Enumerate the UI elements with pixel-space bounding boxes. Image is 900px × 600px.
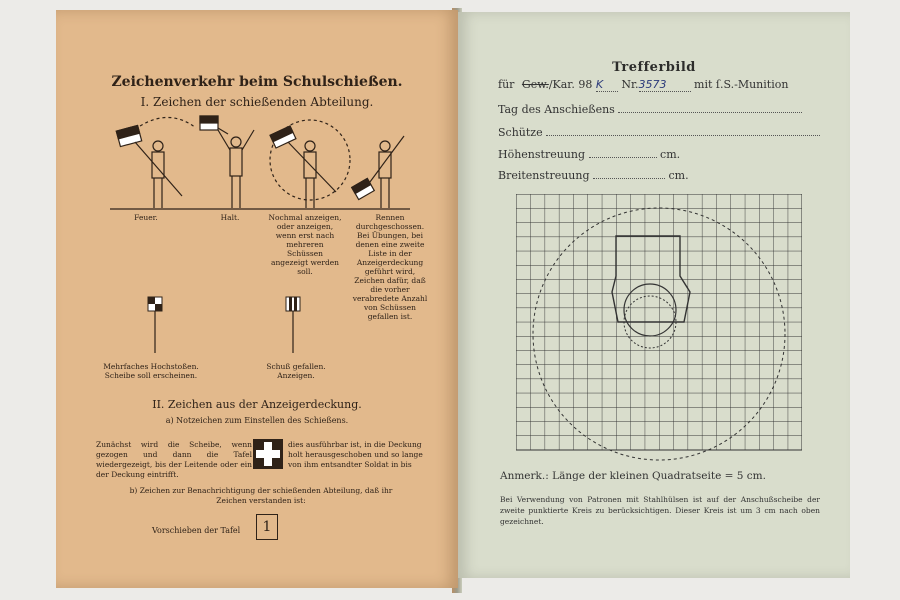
figure-caption: Halt. bbox=[220, 213, 240, 222]
struck-label: Gew. bbox=[521, 78, 549, 91]
note-text: Bei Verwendung von Patronen mit Stahlhülsen ist auf der Anschußscheibe der zweite punktierte Kreis zu berücksichtigen. Dieser Kreis ist um 3 cm nach oben gezeichnet. bbox=[500, 495, 820, 526]
page-title: Zeichenverkehr beim Schulschießen. bbox=[111, 74, 403, 90]
instruction-text: Zunächst wird die Scheibe, wenn gezogen und dann die Tafel wiedergezeigt, bis der Leitende oder ein der Deckung eintrifft. bbox=[96, 440, 252, 479]
striped-signal-post bbox=[278, 295, 308, 355]
handwritten-value: K bbox=[596, 78, 618, 92]
form-line: Höhenstreuung cm. bbox=[498, 148, 681, 161]
form-line: Schütze bbox=[498, 126, 820, 139]
right-page bbox=[458, 12, 850, 578]
form-line: Tag des Anschießens bbox=[498, 103, 802, 116]
handwritten-value: 3573 bbox=[639, 78, 691, 92]
label: für bbox=[498, 78, 515, 91]
signal-caption: Schuß gefallen. Anzeigen. bbox=[266, 362, 326, 380]
figure-caption: Feuer. bbox=[134, 213, 158, 222]
page-title: Trefferbild bbox=[612, 60, 696, 75]
cross-panel-icon bbox=[252, 438, 284, 470]
label: /Kar. 98 bbox=[548, 78, 593, 91]
instruction-text: dies ausführbar ist, in die Deckung holt herausgeschoben und so lange von ihm entsandter Soldat in bis bbox=[288, 440, 423, 469]
flag-signal-figures bbox=[110, 112, 410, 212]
form-line-weapon bbox=[498, 78, 788, 92]
subsection-heading: b) Zeichen zur Benachrichtigung der schießenden Abteilung, daß ihr Zeichen verstanden ist: bbox=[129, 486, 393, 505]
section-heading: I. Zeichen der schießenden Abteilung. bbox=[140, 95, 374, 109]
checkered-signal-post bbox=[140, 295, 170, 355]
page-number-box: 1 bbox=[256, 514, 278, 540]
left-page bbox=[56, 10, 458, 588]
label: mit ſ.S.-Munition bbox=[694, 78, 789, 91]
target-grid bbox=[516, 194, 802, 464]
figure-caption: Rennen durchgeschossen. Bei Übungen, bei denen eine zweite Liste in der Anzeigerdeckung geführt wird, Zeichen dafür, daß die vorher verabredete Anzahl von Schüssen gefallen ist. bbox=[352, 213, 428, 321]
figure-caption: Nochmal anzeigen, oder anzeigen, wenn erst nach mehreren Schüssen angezeigt werden soll. bbox=[268, 213, 342, 276]
subsection-heading: a) Notzeichen zum Einstellen des Schießens. bbox=[165, 416, 349, 425]
signal-caption: Mehrfaches Hochstoßen. Scheibe soll erscheinen. bbox=[103, 362, 199, 380]
annotation: Anmerk.: Länge der kleinen Quadratseite = 5 cm. bbox=[500, 470, 766, 482]
section-heading: II. Zeichen aus der Anzeigerdeckung. bbox=[152, 398, 362, 411]
label: Nr. bbox=[621, 78, 639, 91]
instruction-text: Vorschieben der Tafel bbox=[152, 526, 241, 535]
form-line: Breitenstreuung cm. bbox=[498, 169, 689, 182]
